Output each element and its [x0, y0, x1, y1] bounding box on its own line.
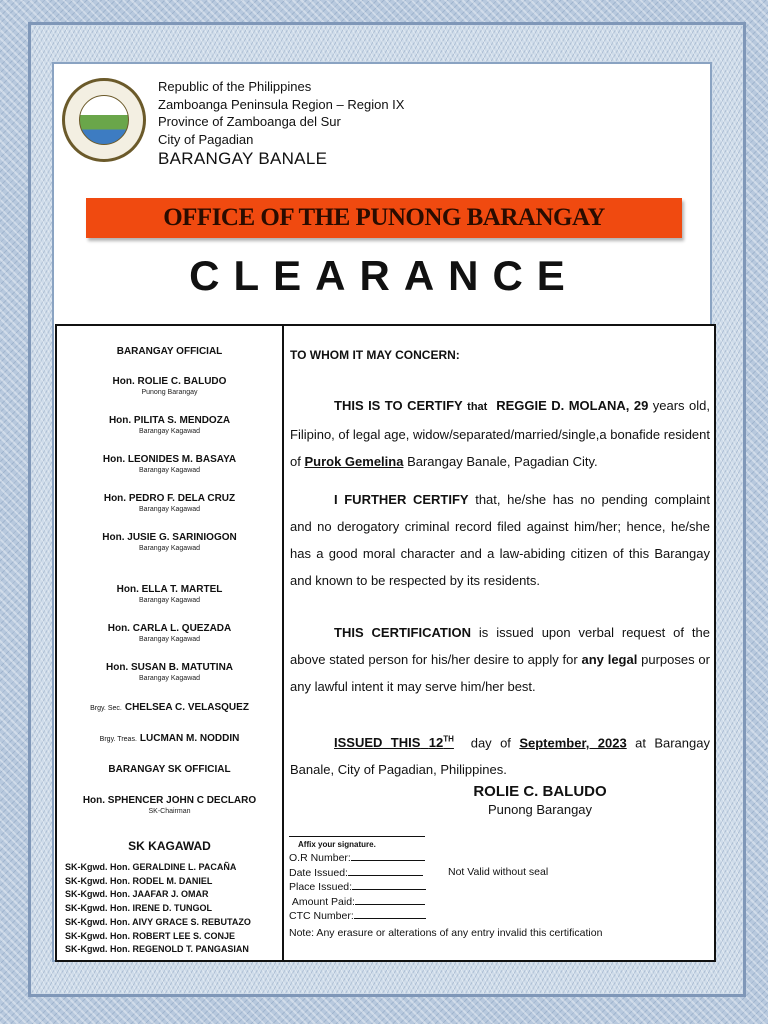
official-entry — [57, 376, 282, 396]
barangay-name: BARANGAY BANALE — [158, 149, 328, 168]
sk-kagawad-item: SK-Kgwd. Hon. REGENOLD T. PANGASIAN — [65, 944, 249, 955]
issued-day-word: day of — [470, 735, 511, 751]
ctc-number-field: CTC Number: — [289, 909, 426, 924]
barangay-seal-icon — [62, 78, 146, 162]
office-banner — [86, 198, 682, 238]
sk-kagawad-list — [65, 861, 251, 957]
official-role: Barangay Kagawad — [138, 428, 201, 435]
place-issued-field: Place Issued: — [289, 880, 426, 895]
resident-purok: Purok Gemelina — [304, 454, 404, 469]
issued-paragraph — [290, 726, 710, 783]
issued-day: 12 — [428, 735, 444, 751]
issued-place: at Barangay Banale, City of Pagadian, Philippines. — [290, 735, 710, 778]
document-title: CLEARANCE — [189, 252, 579, 299]
official-entry — [57, 415, 282, 435]
official-entry — [57, 532, 282, 552]
secretary-entry — [57, 702, 282, 713]
issued-lead: ISSUED THIS 12TH — [334, 735, 454, 751]
official-role: Barangay Kagawad — [138, 597, 201, 604]
or-number-field: O.R Number: — [289, 851, 426, 866]
sk-kagawad-item: SK-Kgwd. Hon. GERALDINE L. PACAÑA — [65, 862, 237, 872]
office-banner-text: OFFICE OF THE PUNONG BARANGAY — [163, 204, 605, 231]
official-name: Hon. JUSIE G. SARINIOGON — [102, 532, 237, 543]
secretary-name: CHELSEA C. VELASQUEZ — [124, 702, 249, 713]
seal-emblem — [79, 95, 129, 145]
official-role: Punong Barangay — [141, 389, 198, 396]
further-certify-lead: I FURTHER CERTIFY — [334, 492, 469, 507]
sk-kagawad-item: SK-Kgwd. Hon. ROBERT LEE S. CONJE — [65, 930, 236, 941]
signatory — [440, 783, 640, 817]
certification-paragraph — [290, 619, 710, 700]
resident-address: Barangay Banale, Pagadian City. — [407, 454, 598, 469]
signatory-name: ROLIE C. BALUDO — [473, 783, 607, 800]
official-entry — [57, 493, 282, 513]
sk-chairman-name: Hon. SPHENCER JOHN C DECLARO — [82, 795, 257, 806]
official-role: Barangay Kagawad — [138, 675, 201, 682]
sk-kagawad-heading: SK KAGAWAD — [128, 839, 211, 853]
amount-paid-field: Amount Paid: — [289, 895, 426, 910]
treasurer-entry — [57, 733, 282, 744]
sk-kagawad-item: SK-Kgwd. Hon. IRENE D. TUNGOL — [65, 903, 212, 914]
official-role: Barangay Kagawad — [138, 545, 201, 552]
letterhead-line: Republic of the Philippines — [158, 79, 312, 94]
issued-day-suffix: TH — [443, 735, 454, 744]
letterhead — [158, 78, 404, 168]
treasurer-prefix: Brgy. Treas. — [99, 736, 137, 743]
official-role: Barangay Kagawad — [138, 467, 201, 474]
letterhead-line: Zamboanga Peninsula Region – Region IX — [158, 96, 405, 112]
letterhead-line: Province of Zamboanga del Sur — [158, 114, 341, 129]
issued-month-year: September, 2023 — [519, 735, 627, 751]
not-valid-notice: Not Valid without seal — [448, 866, 549, 878]
sk-officials-heading: BARANGAY SK OFFICIAL — [108, 764, 231, 775]
date-issued-field: Date Issued: — [289, 866, 426, 881]
certification-bold: any legal — [581, 652, 638, 667]
officials-heading: BARANGAY OFFICIAL — [116, 346, 223, 357]
further-certify-paragraph — [290, 486, 710, 594]
sk-chairman-entry — [57, 795, 282, 815]
certification-text: is issued upon verbal request of the above stated person for his/her desire to apply for — [290, 625, 710, 667]
official-entry — [57, 454, 282, 474]
official-entry — [57, 662, 282, 682]
sk-kagawad-item: SK-Kgwd. Hon. JAAFAR J. OMAR — [65, 889, 209, 900]
affix-signature-label: Affix your signature. — [298, 840, 376, 849]
official-name: Hon. CARLA L. QUEZADA — [107, 623, 232, 634]
official-name: Hon. PEDRO F. DELA CRUZ — [103, 493, 236, 504]
official-name: Hon. PILITA S. MENDOZA — [108, 415, 231, 426]
official-name: Hon. SUSAN B. MATUTINA — [105, 662, 234, 673]
secretary-prefix: Brgy. Sec. — [90, 705, 122, 712]
official-role: Barangay Kagawad — [138, 506, 201, 513]
official-entry — [57, 623, 282, 643]
certification-lead: THIS CERTIFICATION — [334, 625, 471, 640]
salutation: TO WHOM IT MAY CONCERN: — [290, 348, 460, 362]
sk-chairman-role: SK-Chairman — [148, 808, 191, 815]
further-certify-text: that, he/she has no pending complaint and no derogatory criminal record filed against him/her; hence, he/she has a good moral character and a law-abiding citizen of this Barangay and known to be respected by its residents. — [290, 492, 710, 588]
official-entry — [57, 584, 282, 604]
certify-paragraph — [290, 392, 710, 475]
letterhead-line: City of Pagadian — [158, 131, 254, 147]
sk-kagawad-item: SK-Kgwd. Hon. AIVY GRACE S. REBUTAZO — [65, 916, 251, 927]
payment-fields — [289, 851, 426, 924]
column-divider — [282, 326, 284, 960]
resident-status: Filipino, of legal age, widow/separated/married/single,a bonafide resident of — [290, 427, 710, 469]
erasure-note: Note: Any erasure or alterations of any entry invalid this certification — [289, 927, 603, 939]
certification-text-end: purposes or any lawful intent it may serve him/her best. — [290, 652, 710, 694]
resident-name: REGGIE D. MOLANA, 29 — [496, 398, 649, 413]
certify-lead: THIS IS TO CERTIFY — [334, 398, 463, 413]
official-name: Hon. ELLA T. MARTEL — [116, 584, 223, 595]
official-role: Barangay Kagawad — [138, 636, 201, 643]
official-name: Hon. LEONIDES M. BASAYA — [102, 454, 237, 465]
treasurer-name: LUCMAN M. NODDIN — [139, 733, 240, 744]
sk-kagawad-item: SK-Kgwd. Hon. RODEL M. DANIEL — [65, 875, 213, 886]
signature-line — [289, 836, 425, 837]
signatory-title: Punong Barangay — [487, 802, 593, 817]
official-name: Hon. ROLIE C. BALUDO — [112, 376, 227, 387]
resident-age-text: years old, — [652, 398, 710, 413]
certify-that: that — [467, 401, 488, 413]
